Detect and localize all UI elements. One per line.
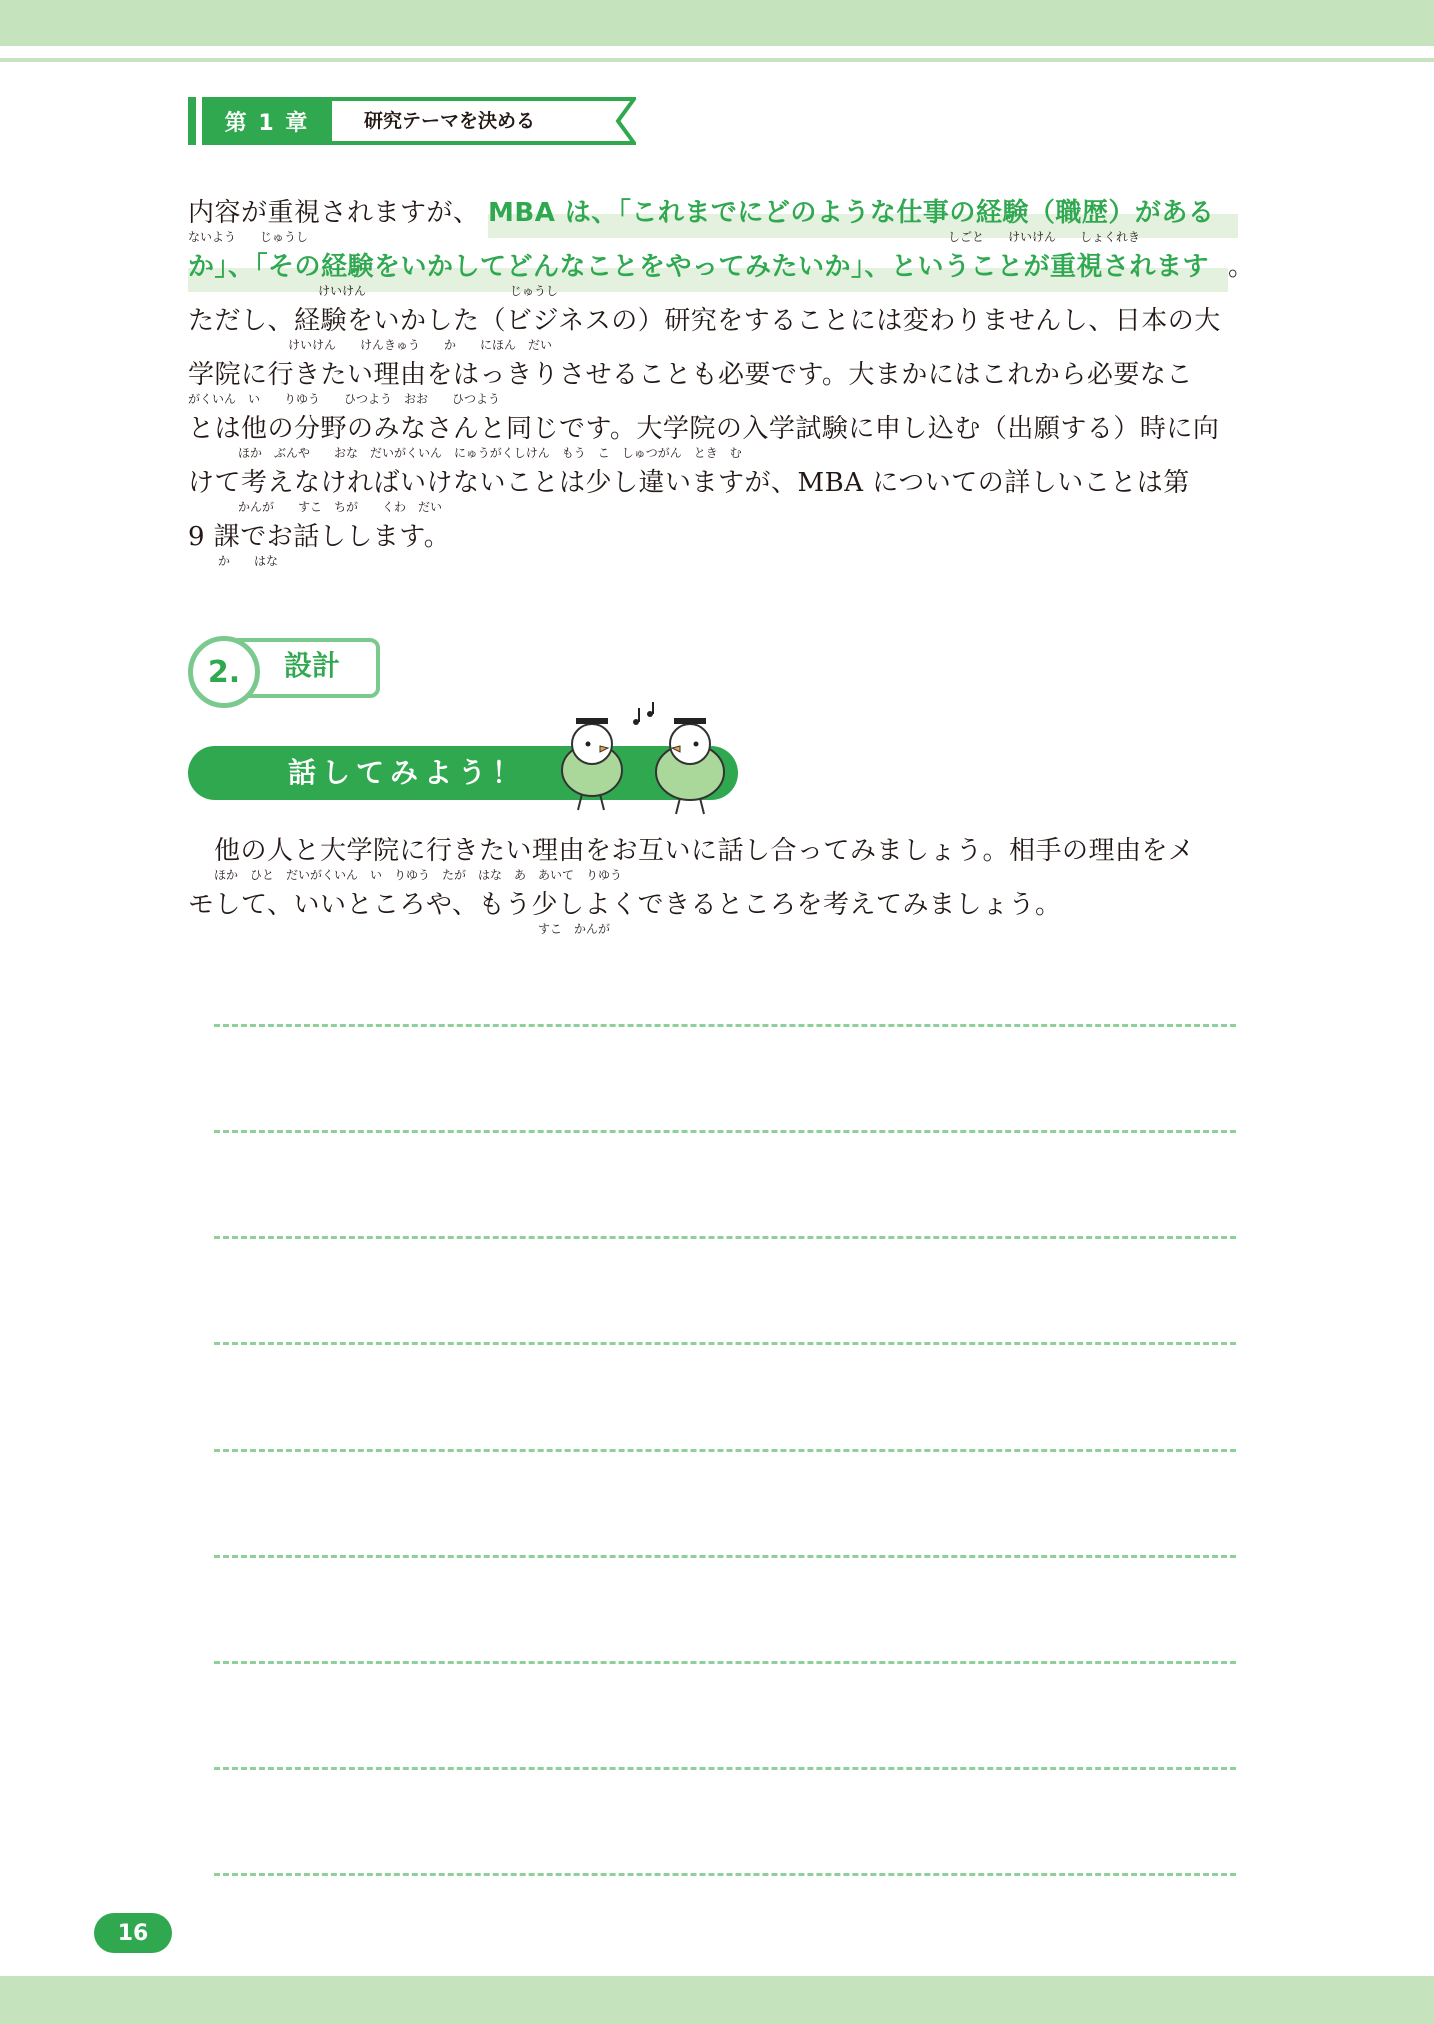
chapter-accent-bar bbox=[188, 97, 196, 145]
bird-left-icon bbox=[562, 718, 622, 810]
section-number: 2. bbox=[188, 636, 260, 708]
text-line: モして、いいところや、もう少しよくできるところを考えてみましょう。 すこ かんが bbox=[188, 890, 1062, 936]
chapter-header bbox=[188, 97, 636, 145]
top-rule bbox=[0, 58, 1434, 62]
section-heading bbox=[188, 636, 388, 708]
writing-line[interactable] bbox=[214, 1236, 1236, 1239]
text-line: 学院に行きたい理由をはっきりさせることも必要です。大まかにはこれから必要なこ がくいん い りゆう ひつよう おお ひつよう bbox=[188, 360, 1193, 406]
text-line: ただし、経験をいかした（ビジネスの）研究をすることには変わりませんし、日本の大 けいけん けんきゅう か にほん だい bbox=[188, 306, 1221, 352]
music-note-icon bbox=[633, 702, 653, 725]
writing-line[interactable] bbox=[214, 1873, 1236, 1876]
writing-line[interactable] bbox=[214, 1449, 1236, 1452]
page-number: 16 bbox=[94, 1913, 172, 1953]
writing-line[interactable] bbox=[214, 1555, 1236, 1558]
bird-right-icon bbox=[656, 718, 724, 814]
writing-line[interactable] bbox=[214, 1661, 1236, 1664]
text-line: とは他の分野のみなさんと同じです。大学院の入学試験に申し込む（出願する）時に向 ほか ぶんや おな だいがくいん にゅうがくしけん もう こ しゅつがん とき む bbox=[188, 414, 1220, 460]
writing-line[interactable] bbox=[214, 1767, 1236, 1770]
writing-line[interactable] bbox=[214, 1342, 1236, 1345]
text-line: 。 bbox=[1228, 252, 1255, 282]
text-line: 他の人と大学院に行きたい理由をお互いに話し合ってみましょう。相手の理由をメ ほか ひと だいがくいん い りゆう たが はな あ あいて りゆう bbox=[214, 836, 1195, 882]
text-line: けて考えなければいけないことは少し違いますが、MBA についての詳しいことは第 かんが すこ ちが くわ だい bbox=[188, 468, 1190, 514]
writing-line[interactable] bbox=[214, 1130, 1236, 1133]
activity-banner-label: 話してみよう！ bbox=[288, 756, 527, 789]
section-title: 設計 bbox=[284, 649, 341, 682]
bottom-color-band bbox=[0, 1976, 1434, 2024]
top-color-band bbox=[0, 0, 1434, 46]
text-line: 9 課でお話しします。 か はな bbox=[188, 522, 451, 568]
chapter-title: 研究テーマを決める bbox=[364, 110, 536, 132]
writing-line[interactable] bbox=[214, 1024, 1236, 1027]
text-line: 内容が重視されますが、 ないよう じゅうし bbox=[188, 198, 480, 244]
chapter-number: 第 1 章 bbox=[202, 97, 332, 145]
graduation-birds-illustration bbox=[540, 700, 750, 820]
emphasis-line: か」、「その経験をいかしてどんなことをやってみたいか」、ということが重視されます けいけん じゅうし bbox=[188, 252, 1210, 298]
emphasis-line: MBA は、「これまでにどのような仕事の経験（職歴）がある しごと けいけん しょくれき bbox=[488, 198, 1215, 244]
